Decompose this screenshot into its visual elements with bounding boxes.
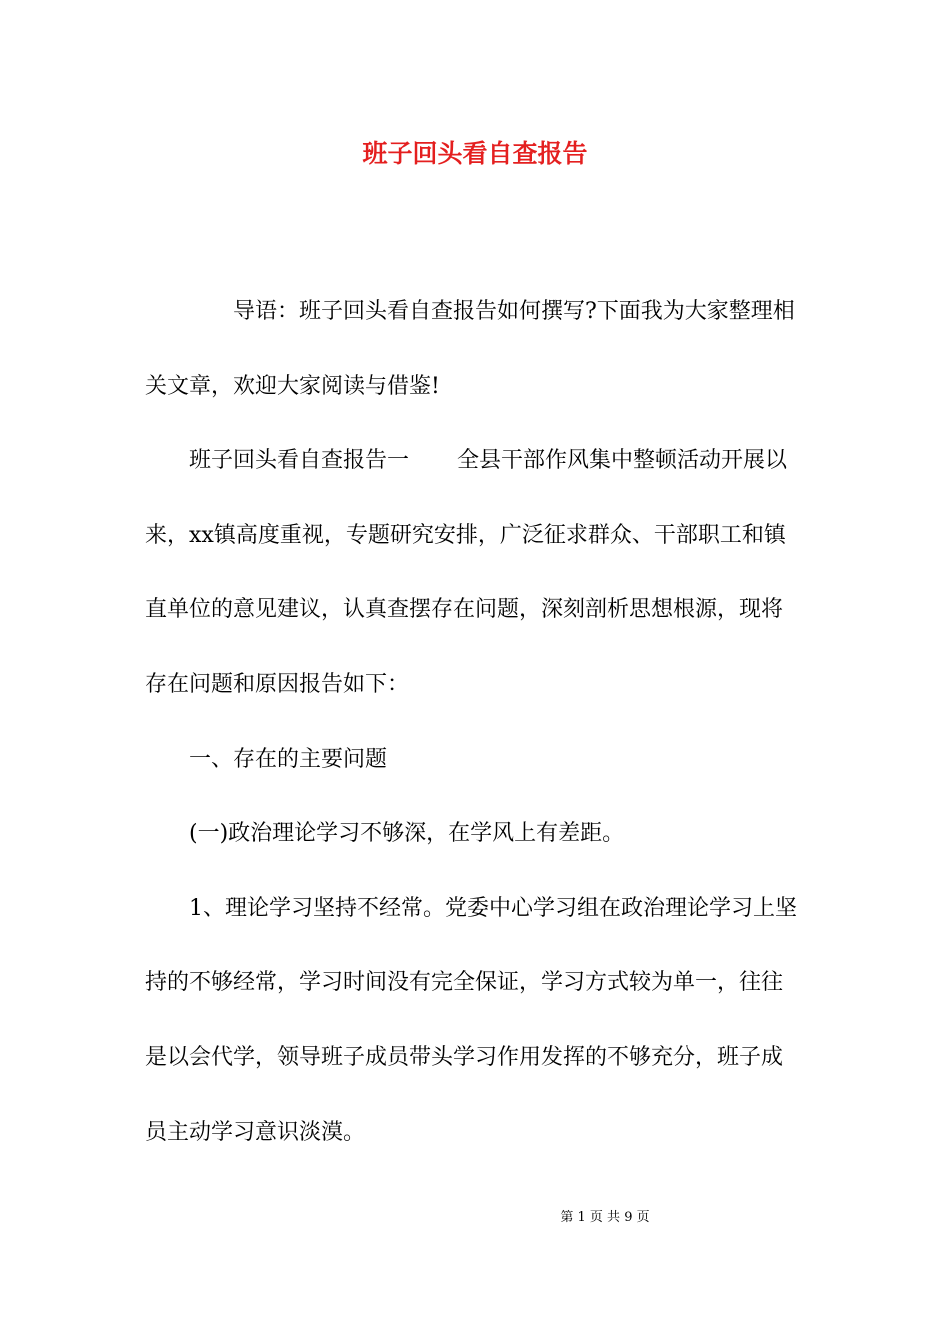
text-line: 直单位的意见建议，认真查摆存在问题，深刻剖析思想根源，现将 [145,597,784,623]
document-title: 班子回头看自查报告 [362,139,588,168]
text-line: 1、理论学习坚持不经常。党委中心学习组在政治理论学习上坚 [189,895,797,921]
report-paragraph [145,424,805,722]
text-line: 来，xx镇高度重视，专题研究安排，广泛征求群众、干部职工和镇 [145,522,786,548]
point-paragraph [145,872,805,1170]
text-line: 存在问题和原因报告如下： [145,671,410,697]
subsection-heading: (一)政治理论学习不够深，在学风上有差距。 [189,821,625,847]
intro-paragraph [145,275,805,424]
heading-paragraph [145,723,805,798]
text-line: 导语：班子回头看自查报告如何撰写?下面我为大家整理相 [233,299,795,324]
section-heading: 班子回头看自查报告一 [189,448,410,474]
document-body [145,275,805,1170]
text-line: 持的不够经常，学习时间没有完全保证，学习方式较为单一，往往 [145,970,784,996]
text-line: 是以会代学，领导班子成员带头学习作用发挥的不够充分，班子成 [145,1044,784,1070]
text-line: 关文章，欢迎大家阅读与借鉴! [145,373,440,399]
section-heading: 一、存在的主要问题 [189,746,388,772]
subheading-paragraph [145,797,805,872]
text-line [145,424,805,499]
text-line: 员主动学习意识淡漠。 [145,1119,366,1145]
page-number: 第 1 页 共 9 页 [560,1210,650,1225]
text-fragment: 全县干部作风集中整顿活动开展以 [457,448,788,474]
